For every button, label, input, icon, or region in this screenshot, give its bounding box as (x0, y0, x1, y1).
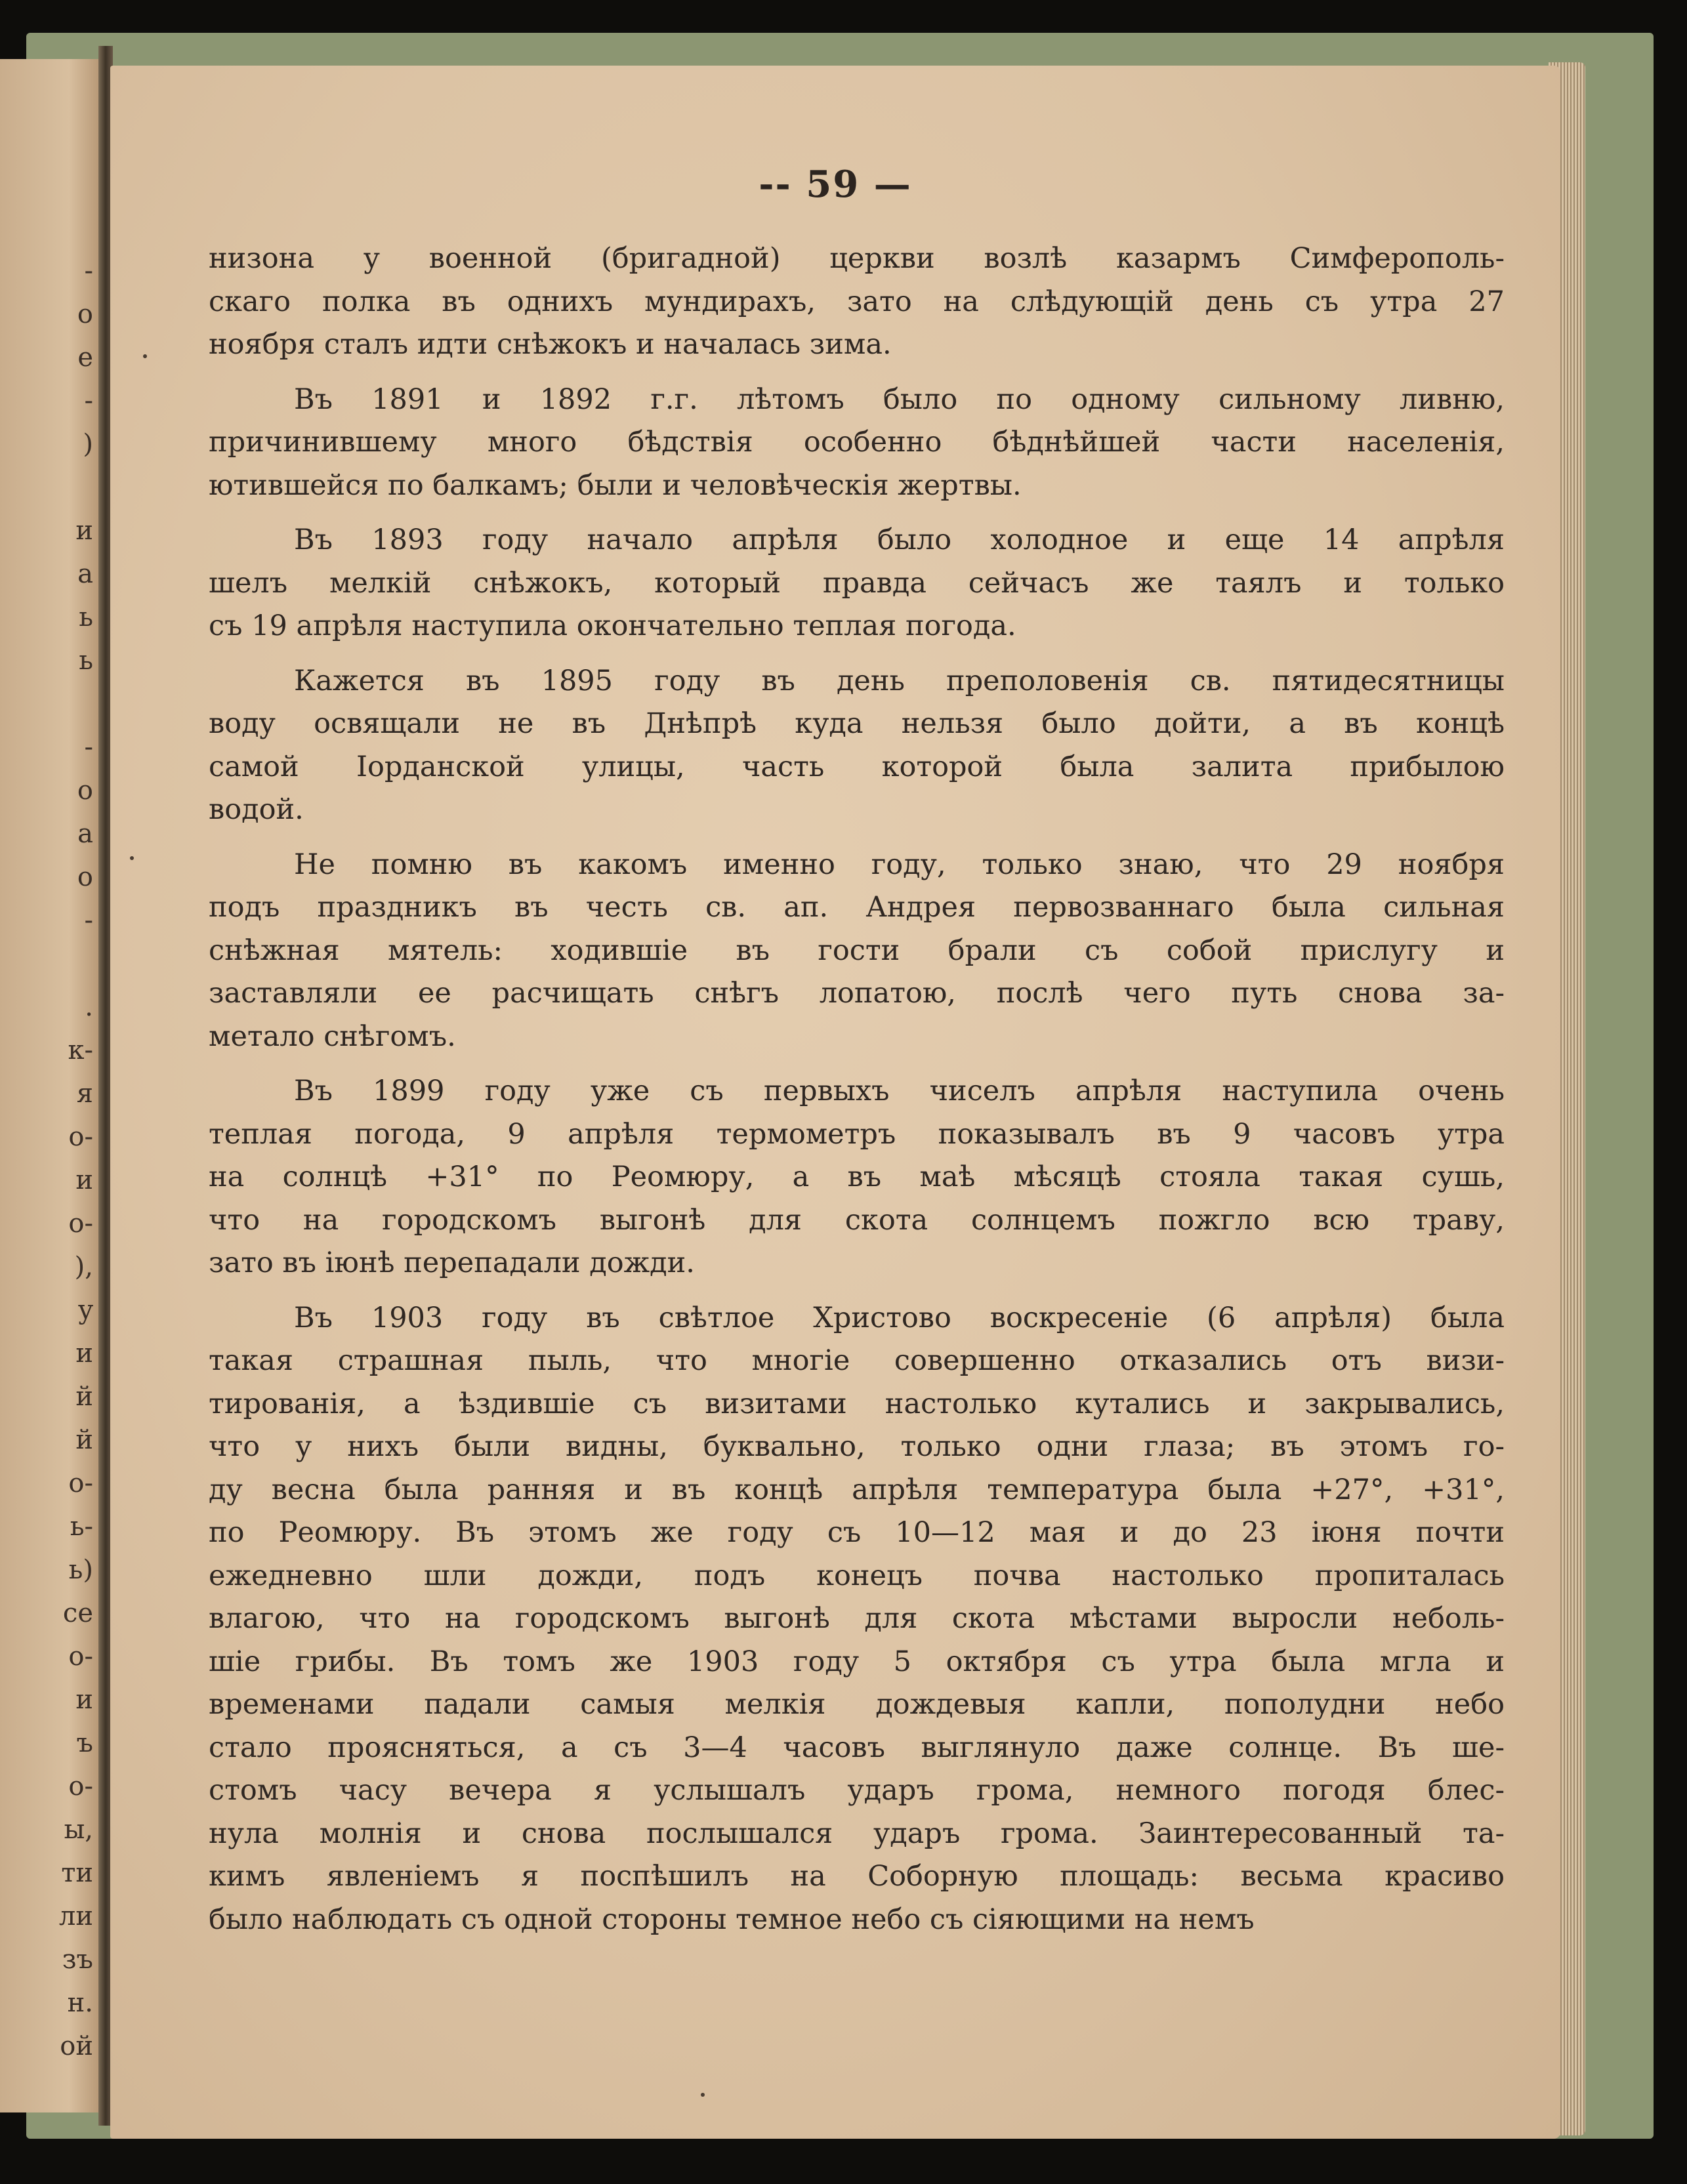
paragraph-gap (209, 1285, 1505, 1297)
paragraph-gap (209, 832, 1505, 844)
text-line: стало проясняться, а съ 3—4 часовъ выглянуло даже солнце. Въ ше- (209, 1731, 1505, 1764)
paragraph (209, 844, 1505, 1059)
page-speck (701, 2093, 705, 2097)
left-page-fragment: ce (62, 1598, 93, 1628)
paragraph (209, 379, 1505, 508)
text-line: кимъ явленіемъ я поспѣшилъ на Соборную площадь: весьма красиво (209, 1860, 1505, 1893)
left-page-fragment: o- (68, 1208, 93, 1239)
left-page-fragment: o- (68, 1771, 93, 1802)
left-page-fragment: ти (61, 1858, 93, 1888)
text-line: причинившему много бѣдствія особенно бѣднѣйшей части населенія, (209, 426, 1505, 459)
left-page-fragment: ) (83, 429, 93, 459)
left-page-fragment: - (84, 256, 93, 286)
text-line: теплая погода, 9 апрѣля термометръ показывалъ въ 9 часовъ утра (209, 1117, 1505, 1151)
left-page-fragment: y (78, 1295, 93, 1325)
text-line: водой. (209, 793, 304, 826)
left-page-fragment: и (75, 1165, 93, 1195)
left-page-fragment: o (77, 862, 93, 892)
text-line: что на городскомъ выгонѣ для скота солнцемъ пожгло всю траву, (209, 1203, 1505, 1237)
text-line: ноября сталъ идти снѣжокъ и началась зима. (209, 328, 892, 361)
left-page-fragment: ой (60, 2031, 93, 2061)
left-page-fragment: ), (74, 1252, 93, 1282)
left-page-fragment: . (85, 992, 93, 1022)
text-line: Кажется въ 1895 году въ день преполовенія св. пятидесятницы (294, 664, 1505, 697)
paragraph-gap (209, 367, 1505, 379)
page-speck (143, 354, 147, 358)
text-line: заставляли ее расчищать снѣгъ лопатою, послѣ чего путь снова за- (209, 977, 1505, 1010)
left-page-fragment: a (77, 819, 93, 849)
text-line: нула молнія и снова послышался ударъ грома. Заинтересованный та- (209, 1817, 1505, 1850)
paragraph-gap (209, 507, 1505, 519)
text-line: воду освящали не въ Днѣпрѣ куда нельзя было дойти, а въ концѣ (209, 707, 1505, 740)
text-line: тированія, а ѣздившіе съ визитами настолько кутались и закрывались, (209, 1387, 1505, 1420)
text-line: подъ праздникъ въ честь св. ап. Андрея первозваннаго была сильная (209, 891, 1505, 924)
page-speck (130, 856, 134, 860)
text-line: съ 19 апрѣля наступила окончательно теплая погода. (209, 609, 1016, 642)
right-page (110, 66, 1560, 2139)
text-line: Въ 1903 году въ свѣтлое Христово воскресеніе (6 апрѣля) была (294, 1301, 1505, 1334)
left-facing-page (0, 59, 98, 2112)
text-line: ду весна была ранняя и въ концѣ апрѣля температура была +27°, +31°, (209, 1473, 1505, 1506)
left-page-fragment: ъ (76, 1728, 93, 1758)
text-line: зато въ іюнѣ перепадали дожди. (209, 1247, 695, 1279)
left-page-fragment: и (75, 1685, 93, 1715)
paragraph-gap (209, 648, 1505, 660)
text-line: снѣжная мятель: ходившіе въ гости брали съ собой прислугу и (209, 934, 1505, 967)
paragraph (209, 660, 1505, 832)
text-line: Въ 1893 году начало апрѣля было холодное и еще 14 апрѣля (294, 524, 1505, 556)
left-page-fragment: и (75, 1338, 93, 1369)
text-line: скаго полка въ однихъ мундирахъ, зато на слѣдующій день съ утра 27 (209, 285, 1505, 318)
left-page-fragment (0, 466, 93, 509)
text-line: на солнцѣ +31° по Реомюру, а въ маѣ мѣсяцѣ стояла такая сушь, (209, 1161, 1505, 1193)
left-page-fragment: и (75, 516, 93, 546)
left-page-fragment: o- (68, 1641, 93, 1672)
text-line: по Реомюру. Въ этомъ же году съ 10—12 мая и до 23 іюня почти (209, 1516, 1505, 1549)
text-line: шіе грибы. Въ томъ же 1903 году 5 октября съ утра была мгла и (209, 1645, 1505, 1678)
left-page-fragment: ь- (70, 1512, 93, 1542)
left-page-fragment: e (77, 342, 93, 373)
paragraph-gap (209, 1058, 1505, 1070)
text-line: Въ 1899 году уже съ первыхъ чиселъ апрѣля наступила очень (294, 1075, 1505, 1107)
left-page-fragment (0, 682, 93, 726)
left-page-fragment: й (75, 1425, 93, 1455)
text-line: временами падали самыя мелкія дождевыя капли, пополудни небо (209, 1688, 1505, 1721)
text-line: метало снѣгомъ. (209, 1020, 456, 1053)
left-page-fragment: ы, (64, 1815, 93, 1845)
left-page-fragment: ь) (68, 1555, 93, 1585)
left-page-fragment: я (76, 1079, 93, 1109)
paragraph (209, 1297, 1505, 1942)
left-page-fragment: - (84, 386, 93, 416)
left-page-fragment: o- (68, 1468, 93, 1498)
text-line: шелъ мелкій снѣжокъ, который правда сейчасъ же таялъ и только (209, 566, 1505, 600)
left-page-line-ends (0, 249, 98, 2068)
text-line: такая страшная пыль, что многіе совершенно отказались отъ визи- (209, 1344, 1505, 1377)
text-line: что у нихъ были видны, буквально, только одни глаза; въ этомъ го- (209, 1430, 1505, 1463)
text-line: было наблюдать съ одной стороны темное небо съ сіяющими на немъ (209, 1903, 1255, 1936)
left-page-fragment: o (77, 299, 93, 329)
left-page-fragment: o- (68, 1122, 93, 1152)
page-body-text (209, 237, 1505, 1941)
text-line: стомъ часу вечера я услышалъ ударъ грома, немного погодя блес- (209, 1774, 1505, 1807)
text-line: самой Іорданской улицы, часть которой была залита прибылою (209, 750, 1505, 783)
text-line: низона у военной (бригадной) церкви возлѣ казармъ Симферополь- (209, 242, 1505, 275)
left-page-fragment: ь (79, 646, 93, 676)
left-page-fragment: й (75, 1382, 93, 1412)
left-page-fragment: - (84, 732, 93, 762)
left-page-fragment: ли (58, 1901, 93, 1931)
left-page-fragment: - (84, 905, 93, 936)
text-line: Не помню въ какомъ именно году, только знаю, что 29 ноября (294, 848, 1505, 881)
paragraph (209, 519, 1505, 648)
text-line: ежедневно шли дожди, подъ конецъ почва настолько пропиталась (209, 1559, 1505, 1592)
left-page-fragment: зъ (62, 1945, 93, 1975)
left-page-fragment: к- (68, 1035, 93, 1065)
paragraph (209, 237, 1505, 367)
left-page-fragment: o (77, 775, 93, 806)
paragraph (209, 1070, 1505, 1285)
left-page-fragment: ь (79, 602, 93, 632)
left-page-fragment: a (77, 559, 93, 589)
text-line: Въ 1891 и 1892 г.г. лѣтомъ было по одному сильному ливню, (294, 382, 1505, 416)
page-number: -- 59 — (759, 163, 912, 206)
left-page-fragment: н. (67, 1988, 93, 2018)
text-line: ютившейся по балкамъ; были и человѣческія жертвы. (209, 468, 1022, 502)
text-line: влагою, что на городскомъ выгонѣ для скота мѣстами выросли неболь- (209, 1602, 1505, 1635)
left-page-fragment (0, 942, 93, 985)
